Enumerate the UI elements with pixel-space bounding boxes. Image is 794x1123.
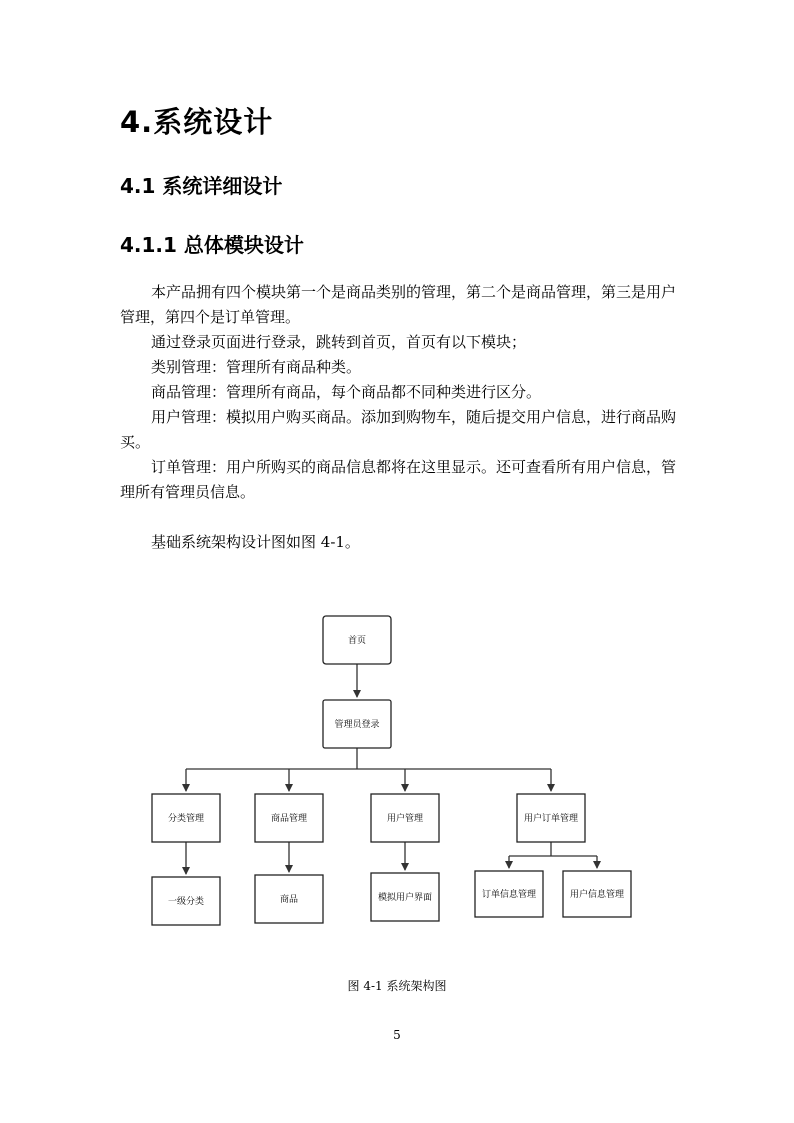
svg-text:用户信息管理: 用户信息管理 [569,890,625,900]
svg-text:商品: 商品 [279,895,299,905]
node-first-category [152,877,220,925]
page-number: 5 [393,1028,401,1042]
svg-text:用户订单管理: 用户订单管理 [523,814,579,824]
paragraph-figure-ref: 基础系统架构设计图如图 4-1。 [151,533,360,551]
paragraph-user: 用户管理：模拟用户购买商品。添加到购物车，随后提交用户信息，进行商品购买。 [120,408,677,451]
svg-text:分类管理: 分类管理 [167,814,205,824]
svg-text:订单信息管理: 订单信息管理 [481,890,537,900]
node-product-mgmt [255,794,323,842]
node-simulate-user-ui [371,873,439,921]
paragraph-login: 通过登录页面进行登录，跳转到首页，首页有以下模块； [151,333,527,351]
chapter-heading: 4.系统设计 [120,105,274,139]
paragraph-intro: 本产品拥有四个模块第一个是商品类别的管理，第二个是商品管理，第三是用户管理，第四个是订单管理。 [120,283,677,326]
node-category-mgmt [152,794,220,842]
paragraph-category: 类别管理：管理所有商品种类。 [151,358,362,376]
svg-text:商品管理: 商品管理 [270,814,308,824]
node-order-info-mgmt [475,871,543,917]
svg-text:用户管理: 用户管理 [386,814,424,824]
node-admin-login [323,700,391,748]
paragraph-product: 商品管理：管理所有商品，每个商品都不同种类进行区分。 [151,383,542,401]
subsection-heading: 4.1.1 总体模块设计 [120,233,304,257]
node-home [323,616,391,664]
svg-text:模拟用户界面: 模拟用户界面 [377,893,433,903]
figure-caption: 图 4-1 系统架构图 [347,979,447,993]
node-user-order-mgmt [517,794,585,842]
node-user-info-mgmt [563,871,631,917]
section-heading: 4.1 系统详细设计 [120,174,283,198]
node-product [255,875,323,923]
svg-text:一级分类: 一级分类 [167,897,205,907]
paragraph-order: 订单管理：用户所购买的商品信息都将在这里显示。还可查看所有用户信息，管理所有管理员信息。 [120,458,677,501]
svg-text:管理员登录: 管理员登录 [334,720,380,730]
node-user-mgmt [371,794,439,842]
svg-text:首页: 首页 [347,636,367,646]
